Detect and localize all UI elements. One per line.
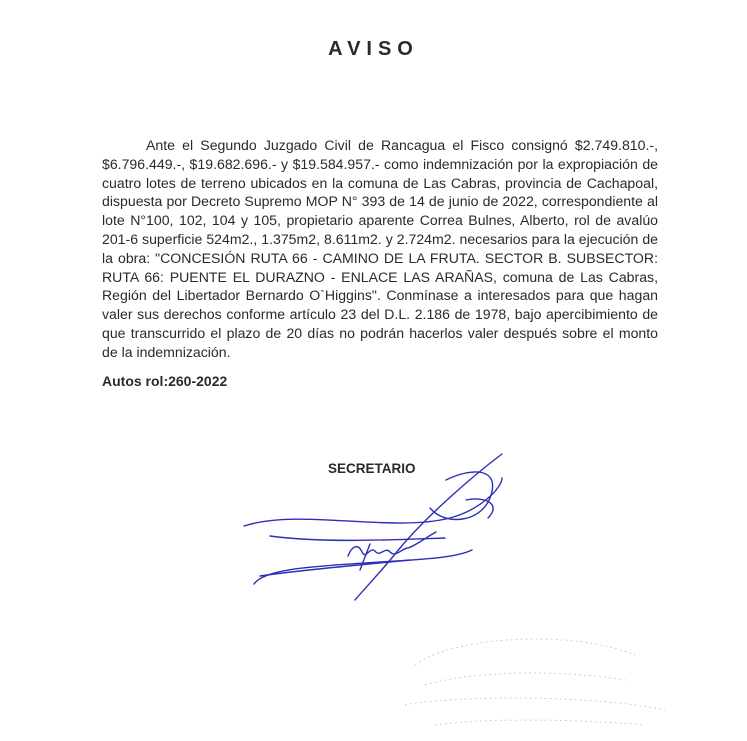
- signature-stroke: [260, 560, 410, 576]
- signature-stroke: [270, 536, 445, 540]
- notice-body: [102, 136, 658, 362]
- signature-stroke: [254, 550, 472, 584]
- signer-title: SECRETARIO: [328, 461, 416, 476]
- signature-stroke: [348, 532, 436, 556]
- case-number: Autos rol:260-2022: [102, 373, 228, 389]
- signature-stroke: [466, 499, 493, 518]
- notice-body-text: Ante el Segundo Juzgado Civil de Rancagua el Fisco consignó $2.749.810.-, $6.796.449.-, $19.682.696.- y $19.584.957.- como indemnización por la expropiación de cuatro lotes de terreno ubicados en la comuna de Las Cabras, provincia de Cachapoal, dispuesta por Decreto Supremo MOP N° 393 de 14 de junio de 2022, correspondiente al lote N°100, 102, 104 y 105, propietario aparente Correa Bulnes, Alberto, rol de avalúo 201-6 superficie 524m2., 1.375m2, 8.611m2. y 2.724m2. necesarios para la ejecución de la obra: "CONCESIÓN RUTA 66 - CAMINO DE LA FRUTA. SECTOR B. SUBSECTOR: RUTA 66: PUENTE EL DURAZNO - ENLACE LAS ARAÑAS, comuna de Las Cabras, Región del Libertador Bernardo O`Higgins". Conmínase a interesados para que hagan valer sus derechos conforme artículo 23 del D.L. 2.186 de 1978, bajo apercibimiento de que transcurrido el plazo de 20 días no podrán hacerlos valer después sobre el monto de la indemnización.: [102, 137, 658, 360]
- signature-stroke: [430, 472, 493, 520]
- handwritten-signature: [240, 448, 540, 608]
- page-title: AVISO: [328, 38, 419, 60]
- signature-stroke: [355, 454, 502, 600]
- signature-stroke: [360, 544, 370, 570]
- faded-stamp: [395, 625, 675, 735]
